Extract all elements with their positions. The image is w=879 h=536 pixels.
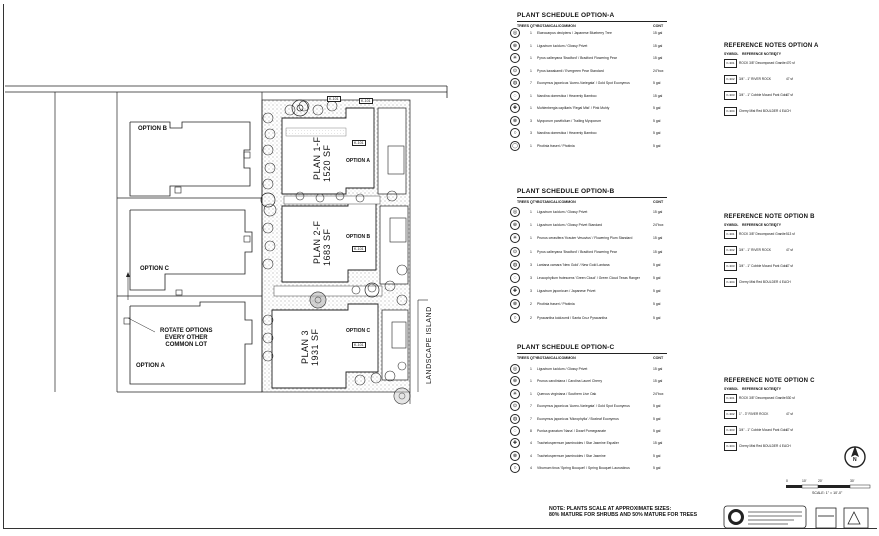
schedule-header: TREES xyxy=(517,200,529,204)
plant-symbol-icon: ⊙ xyxy=(510,66,520,76)
plant-qty: 1 xyxy=(530,236,532,241)
reference-notes-header: SYMBOL xyxy=(724,52,739,56)
reference-note-qty: 47 sf xyxy=(786,77,793,81)
plant-name: Prunus cerasifera 'Krauter Vesuvius' / Flowering Plum Standard xyxy=(537,236,633,241)
plant-qty: 3 xyxy=(530,131,532,135)
plant-container: 15 gal xyxy=(653,249,663,254)
plan-3-name: PLAN 3 xyxy=(300,329,310,364)
plant-symbol-icon: ○ xyxy=(510,313,520,323)
schedule-header: QTY xyxy=(530,24,538,28)
plant-name: Ligustrum lucidum / Glossy Privet xyxy=(537,367,588,371)
reference-tag: K-101 xyxy=(354,343,364,347)
plant-name: Pyrus kawakamii / Evergreen Pear Standard xyxy=(537,68,604,73)
plant-container: 15 gal xyxy=(653,31,663,35)
plant-qty: 3 xyxy=(530,118,532,123)
landscape-island-text: LANDSCAPE ISLAND xyxy=(426,306,433,384)
reference-notes-title: REFERENCE NOTE OPTION C xyxy=(724,378,815,384)
schedule-header: BOTANICAL/COMMON xyxy=(537,356,576,360)
plant-container: 5 gal xyxy=(653,81,661,85)
north-label: N xyxy=(853,457,857,463)
plant-qty: 1 xyxy=(530,68,532,73)
plant-container: 5 gal xyxy=(653,106,661,110)
schedule-title: PLANT SCHEDULE OPTION-C xyxy=(517,344,615,351)
reference-note-qty: 47 sf xyxy=(786,248,793,252)
plan-area xyxy=(322,144,332,182)
plant-name: Ligustrum lucidum / Glossy Privet xyxy=(537,210,588,214)
plant-qty: 2 xyxy=(530,315,532,320)
plant-container: 5 gal xyxy=(653,143,661,148)
reference-symbol: K-301 xyxy=(724,59,737,68)
plant-name: Ligustrum lucidum / Glossy Privet xyxy=(537,43,588,48)
schedule-header: BOTANICAL/COMMON xyxy=(537,200,576,204)
reference-notes-header: REFERENCE NOTES xyxy=(742,387,776,391)
plant-name: Pyrus calleryana 'Bradford' / Bradford Flowering Pear xyxy=(537,56,617,60)
plant-symbol-icon: ○ xyxy=(510,128,520,138)
plant-qty: 7 xyxy=(530,81,532,85)
plant-container: 5 gal xyxy=(653,289,661,294)
plant-symbol-icon: ◌ xyxy=(510,91,520,101)
plant-container: 5 gal xyxy=(653,466,661,471)
plant-name: Leucophyllum frutescens 'Green Cloud' / Green Cloud Texas Ranger xyxy=(537,276,640,280)
plant-name: Elaeocarpus decipiens / Japanese Blueberry Tree xyxy=(537,31,612,35)
plant-container: 24"box xyxy=(653,68,664,73)
plant-container: 5 gal xyxy=(653,315,661,320)
plant-symbol-icon: ✳ xyxy=(510,389,520,399)
plant-container: 24"box xyxy=(653,391,664,396)
schedule-title: PLANT SCHEDULE OPTION-B xyxy=(517,188,615,195)
rotate-note-line: ROTATE OPTIONS xyxy=(160,328,213,334)
reference-tag: K-101 xyxy=(354,141,364,145)
plant-name: Myoporum parvifolium / Trailing Myoporum xyxy=(537,118,602,123)
plant-qty: 1 xyxy=(530,43,532,48)
reference-symbol: K-303 xyxy=(724,91,737,100)
plant-qty: 4 xyxy=(530,466,532,471)
plan-name xyxy=(312,220,322,264)
plant-qty: 7 xyxy=(530,404,532,409)
reference-note-qty: 47 sf xyxy=(786,264,793,268)
plant-qty: 8 xyxy=(530,429,532,433)
reference-notes-header: REFERENCE NOTES xyxy=(742,52,776,56)
reference-notes-header: QTY xyxy=(774,52,781,56)
plant-container: 15 gal xyxy=(653,210,663,214)
reference-symbol: K-301 xyxy=(724,230,737,239)
reference-symbol: K-304 xyxy=(724,278,737,287)
plant-symbol-icon: ⊙ xyxy=(510,247,520,257)
reference-note-text: Cherry Mist Red BOULDER 4 EACH xyxy=(739,109,791,113)
plant-name: Ligustrum japonicum / Japanese Privet xyxy=(537,289,596,294)
plant-symbol-icon: ◎ xyxy=(510,28,520,38)
reference-note-qty: 530 sf xyxy=(786,396,795,400)
reference-notes-title: REFERENCE NOTE OPTION B xyxy=(724,214,815,220)
plan-name xyxy=(300,330,310,364)
plant-qty: 4 xyxy=(530,441,532,446)
plant-qty: 7 xyxy=(530,416,532,421)
plan-1-area: 1520 SF xyxy=(322,144,332,182)
reference-symbol: K-303 xyxy=(724,262,737,271)
reference-note-text: 3/4" - 1" Cobble Mound Park Gold xyxy=(739,428,787,432)
plant-symbol-icon: ⊕ xyxy=(510,41,520,51)
reference-note-qty: 47 sf xyxy=(786,428,793,432)
plant-name: Nandina domestica / Heavenly Bamboo xyxy=(537,93,597,98)
plant-name: Euonymus japonicus 'Aureo-Variegata' / Gold Spot Euonymus xyxy=(537,404,630,409)
plan-area xyxy=(322,228,332,266)
reference-symbol: K-304 xyxy=(724,107,737,116)
reference-note-text: 3/4" - 1" Cobble Mound Park Gold xyxy=(739,264,787,268)
plant-name: Lantana camara 'New Gold' / New Gold Lantana xyxy=(537,262,610,267)
plant-container: 5 gal xyxy=(653,276,661,280)
reference-note-qty: 47 sf xyxy=(786,412,793,416)
reference-note-text: ROCK 3/8" Decomposed Granite xyxy=(739,232,786,236)
reference-note-qty: 513 sf xyxy=(786,232,795,236)
schedule-title: PLANT SCHEDULE OPTION-A xyxy=(517,12,615,19)
reference-notes-header: QTY xyxy=(774,387,781,391)
plan-area xyxy=(310,328,320,366)
plant-name: Photinia fraseri / Photinia xyxy=(537,143,575,148)
plant-qty: 1 xyxy=(530,31,532,35)
reference-note-text: ROCK 3/8" Decomposed Granite xyxy=(739,61,786,65)
lot-label: OPTION A xyxy=(136,363,165,369)
schedule-rule xyxy=(517,353,667,354)
reference-note-qty: 470 sf xyxy=(786,61,795,65)
scale-tick-label: 30' xyxy=(850,479,855,483)
plant-symbol-icon: ⊗ xyxy=(510,451,520,461)
plant-name: Euonymus japonicus 'Microphylla' / Boxleaf Euonymus xyxy=(537,416,619,421)
plant-container: 5 gal xyxy=(653,416,661,421)
plant-qty: 1 xyxy=(530,93,532,98)
reference-notes-header: QTY xyxy=(774,223,781,227)
schedule-header: TREES xyxy=(517,24,529,28)
plant-name: Quercus virginiana / Southern Live Oak xyxy=(537,391,597,396)
rotate-note-line: EVERY OTHER xyxy=(164,335,208,341)
reference-note-text: Cherry Mist Red BOULDER 4 EACH xyxy=(739,280,791,284)
plant-container: 15 gal xyxy=(653,43,663,48)
reference-notes-header: SYMBOL xyxy=(724,387,739,391)
reference-note-text: 3/4" - 1" RIVER ROCK xyxy=(739,77,772,81)
plant-size-note xyxy=(549,506,697,518)
plant-name: Trachelospermum jasminoides / Star Jasmine Espalier xyxy=(537,441,619,446)
reference-tag: K-101 xyxy=(354,247,364,251)
plant-name: Punica granatum 'Nana' / Dwarf Pomegranate xyxy=(537,429,606,433)
reference-tag: K-101 xyxy=(361,99,371,103)
plant-symbol-icon: ✳ xyxy=(510,53,520,63)
schedule-header: BOTANICAL/COMMON xyxy=(537,24,576,28)
plan-3-area: 1931 SF xyxy=(310,328,320,366)
reference-note-text: 3/4" - 1" Cobble Mound Park Gold xyxy=(739,93,787,97)
plan-option-label: OPTION C xyxy=(346,328,371,334)
plant-symbol-icon: ◎ xyxy=(510,364,520,374)
reference-note-text: ROCK 3/8" Decomposed Granite xyxy=(739,396,786,400)
plant-qty: 4 xyxy=(530,453,532,458)
plant-qty: 1 xyxy=(530,391,532,396)
schedule-header: CONT xyxy=(653,200,664,204)
plant-container: 5 gal xyxy=(653,262,661,267)
plant-container: 5 gal xyxy=(653,118,661,123)
reference-notes-header: SYMBOL xyxy=(724,223,739,227)
plant-name: Ligustrum lucidum / Glossy Privet Standard xyxy=(537,223,603,228)
plant-symbol-icon: ◍ xyxy=(510,260,520,270)
schedule-rule xyxy=(517,21,667,22)
reference-notes-title: REFERENCE NOTES OPTION A xyxy=(724,43,819,49)
schedule-header: QTY xyxy=(530,356,538,360)
schedule-header: CONT xyxy=(653,356,664,360)
plant-container: 15 gal xyxy=(653,379,663,384)
reference-tag: K-101 xyxy=(329,97,339,101)
note-line: NOTE: PLANTS SCALE AT APPROXIMATE SIZES: xyxy=(549,506,672,512)
plant-qty: 1 xyxy=(530,210,532,214)
landscape-island-label xyxy=(426,306,433,384)
plant-symbol-icon: ◌ xyxy=(510,426,520,436)
plan-name xyxy=(312,136,322,180)
plant-container: 5 gal xyxy=(653,131,661,135)
plant-qty: 2 xyxy=(530,302,532,307)
plant-symbol-icon: ✳ xyxy=(510,233,520,243)
plant-symbol-icon: ◌ xyxy=(510,273,520,283)
reference-note-text: Cherry Mist Red BOULDER 4 EACH xyxy=(739,444,791,448)
reference-note-text: 3/4" - 1" RIVER ROCK xyxy=(739,248,772,252)
reference-note-qty: 47 sf xyxy=(786,93,793,97)
plant-name: Muhlenbergia capillaris 'Regal Mist' / Pink Muhly xyxy=(537,106,610,110)
plant-container: 15 gal xyxy=(653,441,663,446)
plant-qty: 1 xyxy=(530,249,532,254)
plant-name: Nandina domestica / Heavenly Bamboo xyxy=(537,131,597,135)
plant-symbol-icon: ⊕ xyxy=(510,376,520,386)
reference-symbol: K-303 xyxy=(724,426,737,435)
plant-container: 15 gal xyxy=(653,93,663,98)
lot-label: OPTION B xyxy=(138,126,168,132)
plant-qty: 1 xyxy=(530,106,532,110)
plant-qty: 1 xyxy=(530,223,532,228)
plant-qty: 1 xyxy=(530,56,532,60)
plant-name: Viburnum tinus 'Spring Bouquet' / Spring Bouquet Laurustinus xyxy=(537,466,630,471)
reference-note-text: 1" - 3" RIVER ROCK xyxy=(739,412,769,416)
plant-container: 24"box xyxy=(653,223,664,228)
plant-symbol-icon: ⊕ xyxy=(510,220,520,230)
plan-1-name: PLAN 1-F xyxy=(312,136,322,180)
plant-container: 5 gal xyxy=(653,404,661,409)
plant-symbol-icon: ⊙ xyxy=(510,401,520,411)
plant-container: 5 gal xyxy=(653,302,661,307)
plant-symbol-icon: ⊗ xyxy=(510,116,520,126)
reference-symbol: K-301 xyxy=(724,394,737,403)
plant-symbol-icon: ⊗ xyxy=(510,299,520,309)
plant-container: 15 gal xyxy=(653,367,663,371)
rotate-note-line: COMMON LOT xyxy=(165,342,208,348)
plant-container: 15 gal xyxy=(653,56,663,60)
plan-2-area: 1683 SF xyxy=(322,228,332,266)
reference-symbol: K-304 xyxy=(724,442,737,451)
plant-name: Trachelospermum jasminoides / Star Jasmine xyxy=(537,453,606,458)
plant-qty: 3 xyxy=(530,289,532,294)
plan-2-name: PLAN 2-F xyxy=(312,220,322,264)
plant-symbol-icon: ◍ xyxy=(510,78,520,88)
plant-symbol-icon: ○ xyxy=(510,463,520,473)
plant-symbol-icon: ◯ xyxy=(510,141,520,151)
scale-tick-label: 10' xyxy=(802,479,807,483)
plant-container: 15 gal xyxy=(653,236,663,241)
scale-label: SCALE: 1" = 10'-0" xyxy=(812,491,843,495)
schedule-header: QTY xyxy=(530,200,538,204)
plant-name: Prunus caroliniana / Carolina Laurel Cherry xyxy=(537,379,603,384)
plant-symbol-icon: ◎ xyxy=(510,207,520,217)
plant-name: Euonymus japonicus 'Aureo-Variegata' / Gold Spot Euonymus xyxy=(537,81,630,85)
plant-name: Photinia fraseri / Photinia xyxy=(537,302,575,307)
scale-tick-label: 20' xyxy=(818,479,823,483)
reference-symbol: K-302 xyxy=(724,75,737,84)
reference-symbol: K-302 xyxy=(724,246,737,255)
plant-container: 5 gal xyxy=(653,453,661,458)
reference-symbol: K-302 xyxy=(724,410,737,419)
scale-tick-label: 0 xyxy=(786,479,788,483)
title-block xyxy=(722,504,874,530)
rotate-options-note xyxy=(160,328,212,349)
plant-container: 5 gal xyxy=(653,429,661,433)
plan-option-label: OPTION A xyxy=(346,158,370,164)
plant-qty: 3 xyxy=(530,262,532,267)
plant-symbol-icon: ✚ xyxy=(510,438,520,448)
plant-qty: 3 xyxy=(530,276,532,280)
schedule-header: TREES xyxy=(517,356,529,360)
reference-notes-header: REFERENCE NOTES xyxy=(742,223,776,227)
schedule-rule xyxy=(517,197,667,198)
note-line: 80% MATURE FOR SHRUBS AND 50% MATURE FOR TREES xyxy=(549,512,698,518)
plant-qty: 1 xyxy=(530,143,532,148)
plant-qty: 1 xyxy=(530,367,532,371)
plant-symbol-icon: ✚ xyxy=(510,286,520,296)
schedule-header: CONT xyxy=(653,24,664,28)
plant-name: Pyrus calleryana 'Bradford' / Bradford Flowering Pear xyxy=(537,249,617,254)
plant-name: Pyracantha koidzumii / Santa Cruz Pyracantha xyxy=(537,315,608,320)
plant-symbol-icon: ◍ xyxy=(510,414,520,424)
lot-label: OPTION C xyxy=(140,266,170,272)
plan-option-label: OPTION B xyxy=(346,234,371,240)
plant-symbol-icon: ✚ xyxy=(510,103,520,113)
plant-qty: 1 xyxy=(530,379,532,384)
